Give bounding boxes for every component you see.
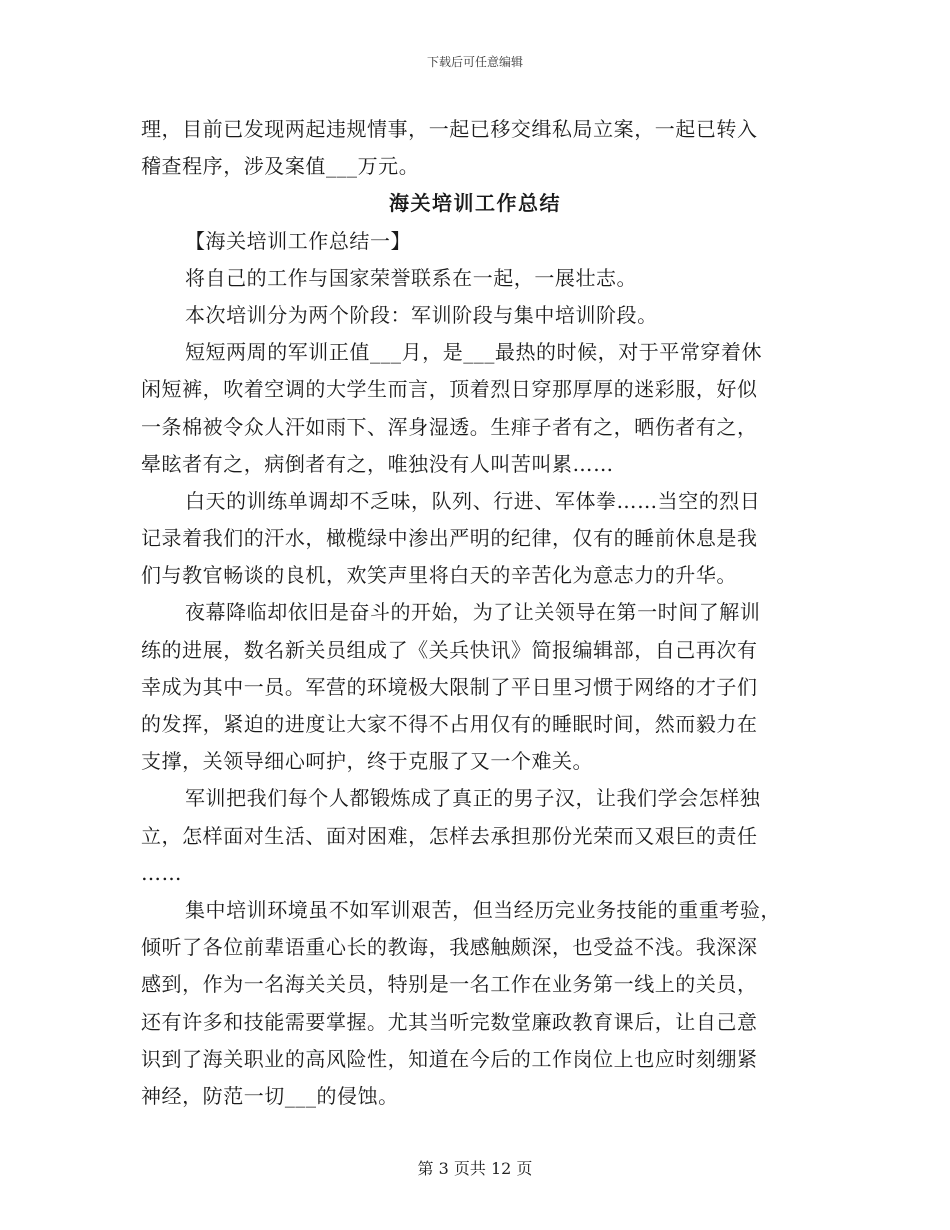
page-number: 第 3 页共 12 页 <box>417 1159 533 1178</box>
body-line: 军训把我们每个人都锻炼成了真正的男子汉，让我们学会怎样独 <box>185 786 761 811</box>
body-line: 立，怎样面对生活、面对困难，怎样去承担那份光荣而又艰巨的责任 <box>141 823 758 848</box>
body-line: 将自己的工作与国家荣誉联系在一起，一展壮志。 <box>185 265 638 290</box>
body-line: 白天的训练单调却不乏味，队列、行进、军体拳……当空的烈日 <box>185 488 761 513</box>
body-line: 稽查程序，涉及案值___万元。 <box>141 154 420 179</box>
body-line: 倾听了各位前辈语重心长的教诲，我感触颇深，也受益不浅。我深深 <box>141 935 758 960</box>
body-line: 感到，作为一名海关关员，特别是一名工作在业务第一线上的关员， <box>141 972 758 997</box>
document-body <box>141 111 809 1115</box>
body-line: 还有许多和技能需要掌握。尤其当听完数堂廉政教育课后，让自己意 <box>141 1009 758 1034</box>
body-line: 练的进展，数名新关员组成了《关兵快讯》简报编辑部，自己再次有 <box>141 637 758 662</box>
body-line: 短短两周的军训正值___月，是___最热的时候，对于平常穿着休 <box>185 340 763 365</box>
body-line: 支撑，关领导细心呵护，终于克服了又一个难关。 <box>141 749 594 774</box>
body-line: 闲短裤，吹着空调的大学生而言，顶着烈日穿那厚厚的迷彩服，好似 <box>141 377 758 402</box>
body-line: 夜幕降临却依旧是奋斗的开始，为了让关领导在第一时间了解训 <box>185 600 761 625</box>
body-line: 一条棉被令众人汗如雨下、浑身湿透。生痱子者有之，晒伤者有之， <box>141 414 758 439</box>
section-title: 海关培训工作总结 <box>389 191 561 216</box>
body-line: 理，目前已发现两起违规情事，一起已移交缉私局立案，一起已转入 <box>141 117 758 141</box>
body-line: 们与教官畅谈的良机，欢笑声里将白天的辛苦化为意志力的升华。 <box>141 563 737 588</box>
body-line: 晕眩者有之，病倒者有之，唯独没有人叫苦叫累…… <box>141 451 614 476</box>
body-line: 集中培训环境虽不如军训艰苦，但当经历完业务技能的重重考验， <box>185 897 781 922</box>
body-line: 的发挥，紧迫的进度让大家不得不占用仅有的睡眠时间，然而毅力在 <box>141 712 758 736</box>
body-line: 记录着我们的汗水，橄榄绿中渗出严明的纪律，仅有的睡前休息是我 <box>141 526 758 551</box>
body-line: 识到了海关职业的高风险性，知道在今后的工作岗位上也应时刻绷紧 <box>141 1046 758 1071</box>
body-line: 神经，防范一切___的侵蚀。 <box>141 1083 399 1108</box>
subsection-heading: 【海关培训工作总结一】 <box>185 228 412 253</box>
body-line: 本次培训分为两个阶段：军训阶段与集中培训阶段。 <box>185 302 658 327</box>
body-line: …… <box>141 860 183 885</box>
body-line: 幸成为其中一员。军营的环境极大限制了平日里习惯于网络的才子们 <box>141 674 758 699</box>
page-header-note: 下载后可任意编辑 <box>426 55 523 69</box>
